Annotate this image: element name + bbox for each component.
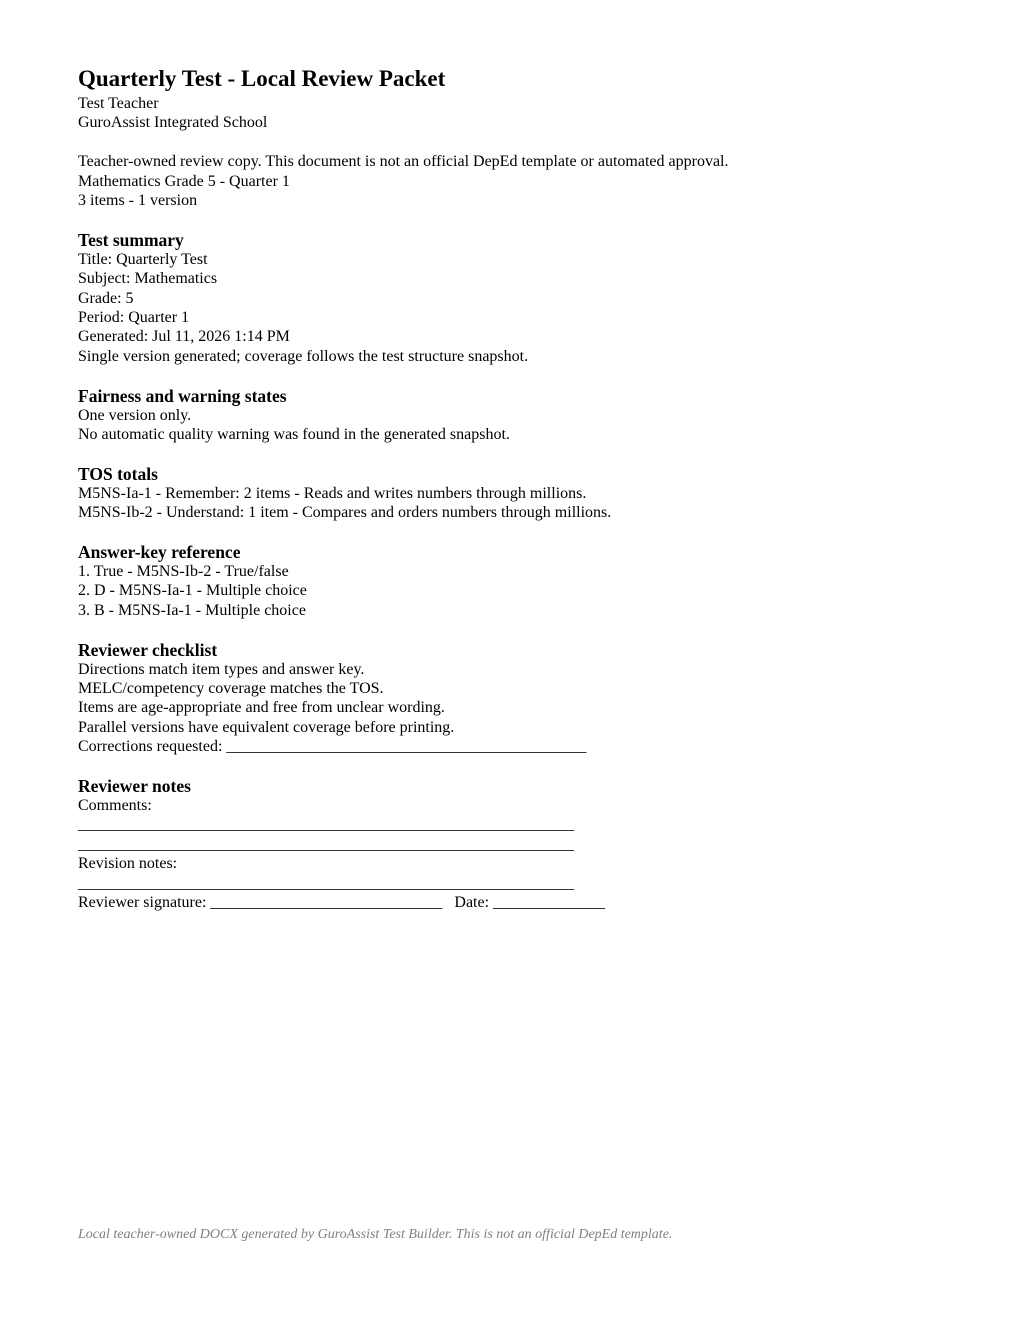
fairness-line: One version only. — [78, 406, 192, 424]
checklist-item: Parallel versions have equivalent coverage before printing. — [78, 718, 455, 736]
spacer — [78, 444, 938, 463]
document-page — [78, 64, 938, 913]
summary-coverage: Single version generated; coverage follows the test structure snapshot. — [78, 347, 529, 365]
spacer — [78, 620, 938, 639]
test-summary-heading: Test summary — [78, 229, 184, 250]
answer-key-item: 3. B - M5NS-Ia-1 - Multiple choice — [78, 601, 306, 619]
spacer — [78, 757, 938, 776]
fairness-heading: Fairness and warning states — [78, 385, 287, 406]
tos-line: M5NS-Ia-1 - Remember: 2 items - Reads and writes numbers through millions. — [78, 484, 587, 502]
summary-subject: Subject: Mathematics — [78, 270, 218, 288]
revision-blank-line: ______________________________________________________________ — [78, 874, 574, 892]
summary-title: Title: Quarterly Test — [78, 250, 208, 268]
school-name: GuroAssist Integrated School — [78, 114, 268, 132]
comments-label: Comments: — [78, 797, 152, 815]
spacer — [78, 133, 938, 152]
subject-line: Mathematics Grade 5 - Quarter 1 — [78, 172, 290, 190]
corrections-requested-field: Corrections requested: _____________________________________________ — [78, 738, 587, 756]
summary-period: Period: Quarter 1 — [78, 309, 190, 327]
comment-blank-line: ______________________________________________________________ — [78, 835, 574, 853]
reviewer-checklist-heading: Reviewer checklist — [78, 639, 218, 660]
document-title: Quarterly Test - Local Review Packet — [78, 66, 446, 91]
checklist-item: MELC/competency coverage matches the TOS. — [78, 680, 384, 698]
teacher-name: Test Teacher — [78, 95, 159, 112]
answer-key-item: 1. True - M5NS-Ib-2 - True/false — [78, 563, 289, 581]
spacer — [78, 523, 938, 542]
page-footer: Local teacher-owned DOCX generated by GuroAssist Test Builder. This is not an official DepEd template. — [78, 1227, 673, 1242]
review-notice: Teacher-owned review copy. This document is not an official DepEd template or automated approval. — [78, 153, 729, 171]
items-line: 3 items - 1 version — [78, 192, 198, 210]
reviewer-notes-heading: Reviewer notes — [78, 776, 191, 797]
tos-line: M5NS-Ib-2 - Understand: 1 item - Compares and orders numbers through millions. — [78, 504, 612, 522]
summary-grade: Grade: 5 — [78, 289, 134, 307]
summary-generated: Generated: Jul 11, 2026 1:14 PM — [78, 328, 290, 346]
spacer — [78, 366, 938, 385]
checklist-item: Directions match item types and answer key. — [78, 660, 365, 678]
answer-key-heading: Answer-key reference — [78, 542, 241, 563]
revision-notes-label: Revision notes: — [78, 855, 178, 873]
fairness-line: No automatic quality warning was found in the generated snapshot. — [78, 426, 510, 444]
checklist-item: Items are age-appropriate and free from unclear wording. — [78, 699, 445, 717]
tos-totals-heading: TOS totals — [78, 463, 158, 484]
signature-date-line: Reviewer signature: _____________________________ Date: ______________ — [78, 894, 606, 912]
spacer — [78, 210, 938, 229]
answer-key-item: 2. D - M5NS-Ia-1 - Multiple choice — [78, 582, 307, 600]
comment-blank-line: ______________________________________________________________ — [78, 816, 574, 834]
